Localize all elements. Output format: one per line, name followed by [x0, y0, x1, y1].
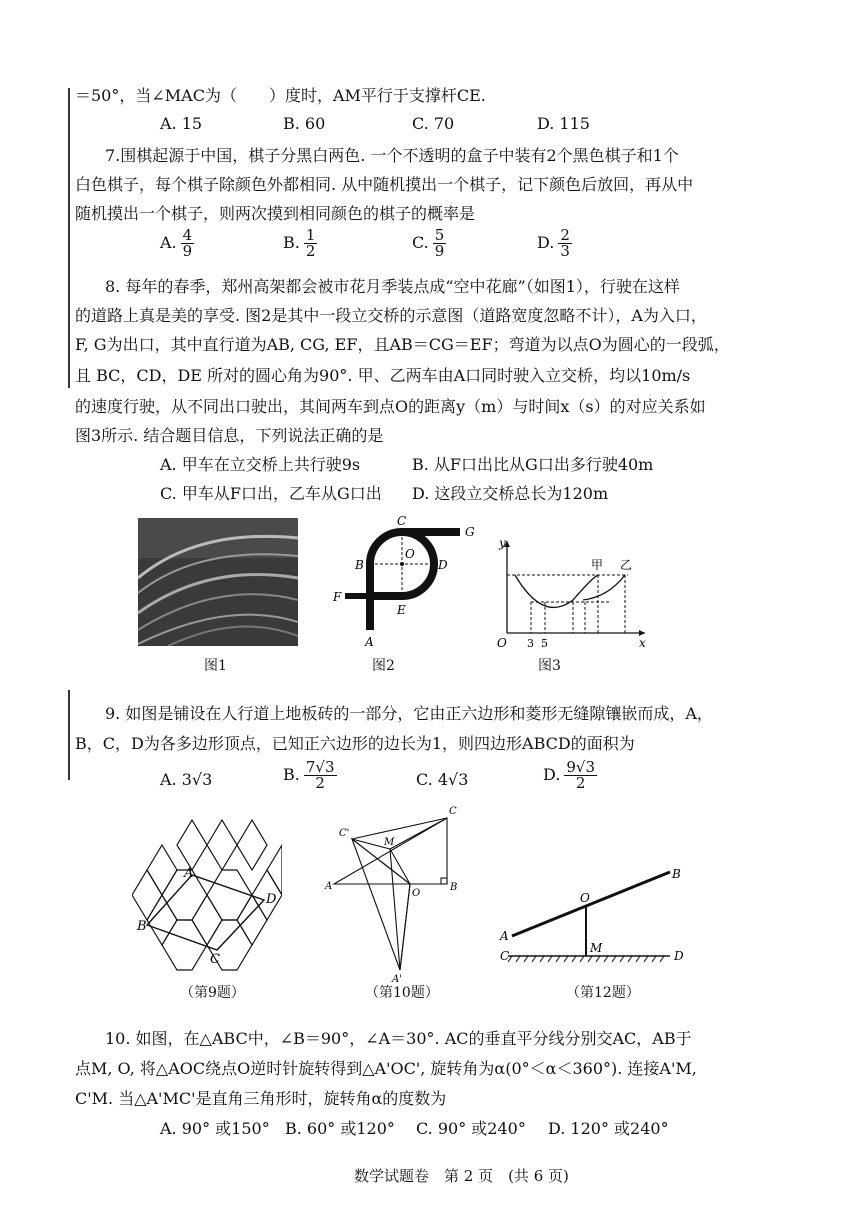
margin-rule-bottom: [68, 690, 70, 780]
q8-line-2: 的道路上真是美的享受. 图2是其中一段立交桥的示意图（道路宽度忽略不计），A为入口，: [75, 306, 707, 325]
figure-1-photo: [138, 518, 298, 646]
fig10-label-O: O: [412, 888, 421, 899]
fig9-label-A: A: [184, 866, 194, 881]
fig2-label-B: B: [355, 558, 364, 572]
q9-option-d: D. $\frac{9√3}{2}$: [543, 758, 595, 792]
fig12-label-O: O: [580, 891, 590, 905]
q8-line-3: F, G为出口，其中直行道为AB, CG, EF，且AB＝CG＝EF；弯道为以点O为圆心的一段弧，: [75, 335, 730, 354]
figure-1-caption: 图1: [204, 658, 227, 674]
q9-option-a: A. 3√3: [160, 770, 213, 789]
fig10-label-Aprime: A': [392, 974, 402, 984]
fig9-label-B: B: [137, 919, 147, 934]
fig3-axis-x: x: [639, 636, 646, 650]
q8-option-a: A. 甲车在立交桥上共行驶9s: [160, 455, 361, 474]
figure-q9-tiling: [132, 815, 282, 975]
q6-option-a: A. 15: [160, 114, 203, 133]
q7-line-2: 白色棋子，每个棋子除颜色外都相同. 从中随机摸出一个棋子，记下颜色后放回，再从中: [75, 175, 694, 194]
fig2-label-G: G: [465, 525, 475, 539]
q6-option-c: C. 70: [412, 114, 455, 133]
fig2-label-O: O: [405, 547, 415, 561]
fig10-label-C: C: [449, 806, 457, 817]
fig2-label-D: D: [438, 558, 448, 572]
fig2-label-E: E: [397, 603, 406, 617]
fig9-label-D: D: [266, 892, 277, 907]
fig10-label-B: B: [450, 882, 458, 893]
q7-option-d: D. $\frac{2}{3}$: [537, 226, 570, 260]
q10-option-b: B. 60° 或120°: [285, 1119, 395, 1138]
q8-line-5: 的速度行驶，从不同出口驶出，其间两车到点O的距离y（m）与时间x（s）的对应关系如: [75, 397, 706, 416]
q8-option-d: D. 这段立交桥总长为120m: [412, 484, 609, 503]
q9-line-1: 9. 如图是铺设在人行道上地板砖的一部分，它由正六边形和菱形无缝隙镶嵌而成，A，: [105, 704, 713, 723]
q6-option-b: B. 60: [283, 114, 326, 133]
fraction: $\frac{9√3}{2}$: [566, 758, 595, 792]
q7-line-1: 7.围棋起源于中国，棋子分黑白两色. 一个不透明的盒子中装有2个黑色棋子和1个: [105, 146, 679, 165]
figure-3-caption: 图3: [538, 658, 561, 674]
figure-3-graph: [493, 535, 653, 650]
q6-option-d: D. 115: [537, 114, 590, 133]
figure-q9-caption: （第9题）: [180, 985, 245, 1001]
q9-option-c: C. 4√3: [416, 770, 469, 789]
fraction: $\frac{5}{9}$: [434, 226, 445, 260]
fig9-label-C: C: [210, 952, 220, 967]
q8-option-c: C. 甲车从F口出，乙车从G口出: [160, 484, 382, 503]
figure-q10-caption: （第10题）: [365, 985, 439, 1001]
q6-tail: ＝50°，当∠MAC为（ ）度时，AM平行于支撑杆CE.: [75, 86, 486, 105]
fig3-tick-3: 3: [527, 637, 534, 650]
fraction: $\frac{1}{2}$: [305, 226, 316, 260]
q10-option-d: D. 120° 或240°: [548, 1119, 669, 1138]
q7-line-3: 随机摸出一个棋子，则两次摸到相同颜色的棋子的概率是: [75, 204, 476, 223]
page-footer: 数学试题卷 第 2 页 (共 6 页): [354, 1167, 569, 1185]
q8-line-1: 8. 每年的春季，郑州高架都会被市花月季装点成“空中花廊”（如图1），行驶在这样: [105, 277, 680, 296]
q10-option-a: A. 90° 或150°: [160, 1119, 270, 1138]
q9-line-2: B，C，D为各多边形顶点，已知正六边形的边长为1，则四边形ABCD的面积为: [75, 734, 635, 753]
q10-line-3: C'M. 当△A'MC'是直角三角形时，旋转角α的度数为: [75, 1089, 447, 1108]
fig3-label-yi: 乙: [620, 558, 633, 572]
fig12-label-A: A: [500, 929, 509, 943]
q8-line-4: 且 BC，CD，DE 所对的圆心角为90°. 甲、乙两车由A口同时驶入立交桥，均以10m/s: [75, 366, 691, 385]
fig12-label-M: M: [590, 941, 603, 955]
q8-line-6: 图3所示. 结合题目信息，下列说法正确的是: [75, 426, 384, 445]
q7-option-c: C. $\frac{5}{9}$: [412, 226, 445, 260]
fraction: $\frac{4}{9}$: [182, 226, 193, 260]
fig3-tick-5: 5: [541, 637, 548, 650]
fig10-label-Cprime: C': [339, 828, 350, 839]
q7-option-b: B. $\frac{1}{2}$: [283, 226, 316, 260]
figure-2-caption: 图2: [372, 658, 395, 674]
fraction: $\frac{7√3}{2}$: [305, 758, 335, 792]
figure-q12-caption: （第12题）: [566, 985, 640, 1001]
fig3-label-jia: 甲: [591, 558, 604, 572]
q10-line-2: 点M, O, 将△AOC绕点O逆时针旋转得到△A'OC', 旋转角为α(0°＜α＜360°). 连接A'M,: [75, 1059, 697, 1078]
figure-q10-rotation: [322, 802, 472, 984]
fig3-axis-y: y: [499, 536, 506, 550]
fig2-label-C: C: [397, 514, 407, 528]
fig2-label-A: A: [365, 635, 374, 649]
fig10-label-A: A: [325, 881, 333, 892]
fig3-origin: O: [497, 636, 507, 650]
fig2-label-F: F: [333, 590, 342, 604]
q10-line-1: 10. 如图，在△ABC中，∠B＝90°，∠A＝30°. AC的垂直平分线分别交AC，AB于: [105, 1029, 692, 1048]
fig12-label-D: D: [674, 949, 684, 963]
fig12-label-B: B: [672, 867, 681, 881]
figure-2-interchange: [325, 512, 485, 652]
q10-option-c: C. 90° 或240°: [416, 1119, 526, 1138]
fig10-label-M: M: [384, 837, 395, 848]
q9-option-b: B. $\frac{7√3}{2}$: [283, 758, 335, 792]
figure-q12-seesaw: [498, 860, 698, 970]
q8-option-b: B. 从F口出比从G口出多行驶40m: [412, 455, 654, 474]
fraction: $\frac{2}{3}$: [560, 226, 570, 260]
margin-rule-top: [68, 88, 70, 388]
q7-option-a: A. $\frac{4}{9}$: [160, 226, 193, 260]
fig12-label-C: C: [500, 949, 510, 963]
